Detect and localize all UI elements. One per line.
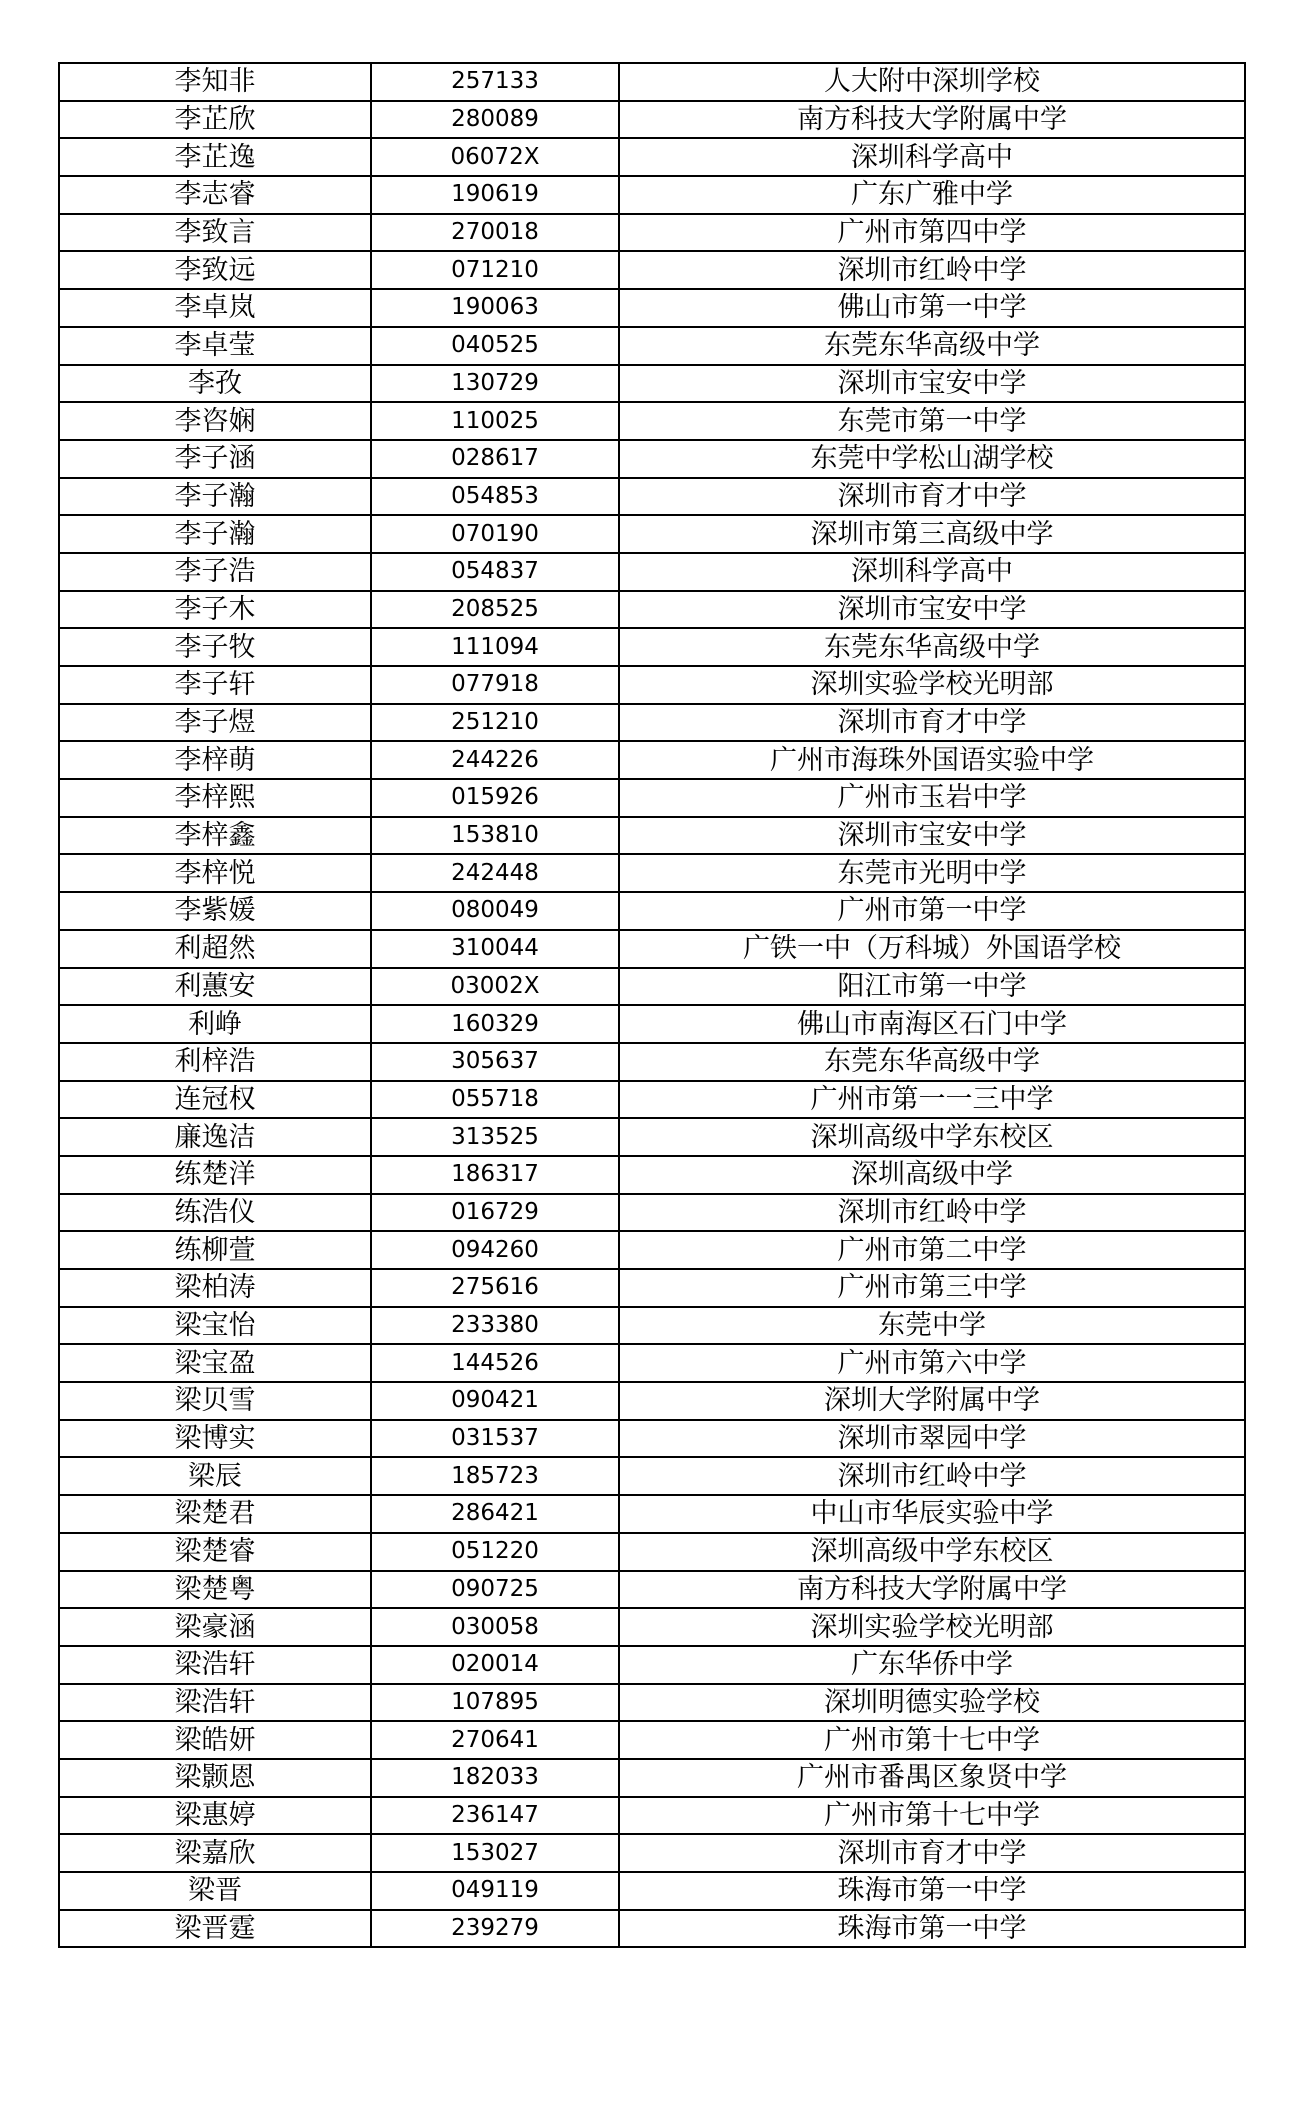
student-id-cell: 190063 — [371, 289, 619, 327]
student-name-cell: 李孜 — [59, 365, 371, 403]
student-name-cell: 梁楚君 — [59, 1495, 371, 1533]
table-row — [59, 1307, 1245, 1345]
student-id-cell: 03002X — [371, 968, 619, 1006]
student-name-cell: 利超然 — [59, 930, 371, 968]
school-name-cell: 深圳市宝安中学 — [619, 365, 1245, 403]
student-name-cell: 李卓岚 — [59, 289, 371, 327]
table-row — [59, 1269, 1245, 1307]
student-name-cell: 梁博实 — [59, 1420, 371, 1458]
student-name-cell: 梁楚睿 — [59, 1533, 371, 1571]
student-id-cell: 094260 — [371, 1231, 619, 1269]
student-name-cell: 梁晋 — [59, 1872, 371, 1910]
table-row — [59, 553, 1245, 591]
student-id-cell: 071210 — [371, 251, 619, 289]
table-row — [59, 176, 1245, 214]
student-id-cell: 031537 — [371, 1420, 619, 1458]
student-name-cell: 利梓浩 — [59, 1043, 371, 1081]
student-name-cell: 连冠权 — [59, 1081, 371, 1119]
school-name-cell: 广州市第三中学 — [619, 1269, 1245, 1307]
table-row — [59, 1872, 1245, 1910]
student-id-cell: 016729 — [371, 1194, 619, 1232]
table-row — [59, 968, 1245, 1006]
student-id-cell: 186317 — [371, 1156, 619, 1194]
school-name-cell: 广东华侨中学 — [619, 1646, 1245, 1684]
student-name-cell: 李卓莹 — [59, 327, 371, 365]
student-name-cell: 梁惠婷 — [59, 1797, 371, 1835]
school-name-cell: 东莞中学松山湖学校 — [619, 440, 1245, 478]
school-name-cell: 广州市第四中学 — [619, 214, 1245, 252]
student-id-cell: 107895 — [371, 1684, 619, 1722]
table-row — [59, 1005, 1245, 1043]
student-id-cell: 049119 — [371, 1872, 619, 1910]
school-name-cell: 深圳高级中学东校区 — [619, 1533, 1245, 1571]
student-id-cell: 270018 — [371, 214, 619, 252]
student-id-cell: 190619 — [371, 176, 619, 214]
table-row — [59, 63, 1245, 101]
student-name-cell: 梁宝盈 — [59, 1344, 371, 1382]
table-row — [59, 741, 1245, 779]
table-row — [59, 1382, 1245, 1420]
student-name-cell: 李芷欣 — [59, 101, 371, 139]
table-row — [59, 817, 1245, 855]
student-id-cell: 251210 — [371, 704, 619, 742]
school-name-cell: 深圳市育才中学 — [619, 478, 1245, 516]
student-name-cell: 李子木 — [59, 591, 371, 629]
student-id-cell: 239279 — [371, 1910, 619, 1948]
school-name-cell: 南方科技大学附属中学 — [619, 1571, 1245, 1609]
student-id-cell: 080049 — [371, 892, 619, 930]
school-name-cell: 深圳实验学校光明部 — [619, 1608, 1245, 1646]
table-row — [59, 1797, 1245, 1835]
table-row — [59, 1457, 1245, 1495]
school-name-cell: 中山市华辰实验中学 — [619, 1495, 1245, 1533]
student-name-cell: 利蕙安 — [59, 968, 371, 1006]
student-name-cell: 梁贝雪 — [59, 1382, 371, 1420]
school-name-cell: 广州市第十七中学 — [619, 1721, 1245, 1759]
student-name-cell: 李子涵 — [59, 440, 371, 478]
table-row — [59, 591, 1245, 629]
school-name-cell: 深圳高级中学 — [619, 1156, 1245, 1194]
student-name-cell: 练浩仪 — [59, 1194, 371, 1232]
student-name-cell: 练楚洋 — [59, 1156, 371, 1194]
school-name-cell: 阳江市第一中学 — [619, 968, 1245, 1006]
student-name-cell: 李子瀚 — [59, 515, 371, 553]
school-name-cell: 广州市玉岩中学 — [619, 779, 1245, 817]
student-id-cell: 015926 — [371, 779, 619, 817]
student-name-cell: 梁辰 — [59, 1457, 371, 1495]
table-row — [59, 138, 1245, 176]
school-name-cell: 深圳市育才中学 — [619, 704, 1245, 742]
school-name-cell: 深圳大学附属中学 — [619, 1382, 1245, 1420]
student-name-cell: 李子牧 — [59, 628, 371, 666]
student-id-cell: 242448 — [371, 854, 619, 892]
student-id-cell: 054837 — [371, 553, 619, 591]
student-id-cell: 310044 — [371, 930, 619, 968]
table-row — [59, 1420, 1245, 1458]
student-id-cell: 208525 — [371, 591, 619, 629]
student-id-cell: 313525 — [371, 1118, 619, 1156]
school-name-cell: 东莞东华高级中学 — [619, 628, 1245, 666]
school-name-cell: 南方科技大学附属中学 — [619, 101, 1245, 139]
student-id-cell: 257133 — [371, 63, 619, 101]
school-name-cell: 深圳市育才中学 — [619, 1834, 1245, 1872]
student-name-cell: 梁颢恩 — [59, 1759, 371, 1797]
student-id-cell: 030058 — [371, 1608, 619, 1646]
student-name-cell: 李致言 — [59, 214, 371, 252]
table-row — [59, 1608, 1245, 1646]
student-id-cell: 153810 — [371, 817, 619, 855]
school-name-cell: 广州市海珠外国语实验中学 — [619, 741, 1245, 779]
table-row — [59, 478, 1245, 516]
school-name-cell: 珠海市第一中学 — [619, 1872, 1245, 1910]
school-name-cell: 广州市第一一三中学 — [619, 1081, 1245, 1119]
student-id-cell: 06072X — [371, 138, 619, 176]
table-row — [59, 365, 1245, 403]
student-table — [58, 62, 1246, 1948]
student-id-cell: 054853 — [371, 478, 619, 516]
student-id-cell: 144526 — [371, 1344, 619, 1382]
table-row — [59, 1081, 1245, 1119]
table-row — [59, 289, 1245, 327]
table-row — [59, 704, 1245, 742]
student-name-cell: 李梓鑫 — [59, 817, 371, 855]
table-row — [59, 1910, 1245, 1948]
student-name-cell: 梁楚粤 — [59, 1571, 371, 1609]
student-name-cell: 梁浩轩 — [59, 1646, 371, 1684]
table-row — [59, 1571, 1245, 1609]
student-id-cell: 110025 — [371, 402, 619, 440]
table-row — [59, 327, 1245, 365]
table-body — [59, 63, 1245, 1947]
school-name-cell: 东莞东华高级中学 — [619, 1043, 1245, 1081]
school-name-cell: 深圳市红岭中学 — [619, 1457, 1245, 1495]
student-id-cell: 185723 — [371, 1457, 619, 1495]
student-name-cell: 梁嘉欣 — [59, 1834, 371, 1872]
school-name-cell: 深圳市宝安中学 — [619, 591, 1245, 629]
table-row — [59, 214, 1245, 252]
school-name-cell: 广铁一中（万科城）外国语学校 — [619, 930, 1245, 968]
student-id-cell: 233380 — [371, 1307, 619, 1345]
school-name-cell: 深圳市宝安中学 — [619, 817, 1245, 855]
school-name-cell: 深圳市红岭中学 — [619, 1194, 1245, 1232]
table-row — [59, 101, 1245, 139]
school-name-cell: 人大附中深圳学校 — [619, 63, 1245, 101]
school-name-cell: 深圳市翠园中学 — [619, 1420, 1245, 1458]
table-row — [59, 892, 1245, 930]
school-name-cell: 佛山市南海区石门中学 — [619, 1005, 1245, 1043]
table-row — [59, 1118, 1245, 1156]
student-name-cell: 利峥 — [59, 1005, 371, 1043]
table-row — [59, 251, 1245, 289]
school-name-cell: 东莞市第一中学 — [619, 402, 1245, 440]
student-name-cell: 李子瀚 — [59, 478, 371, 516]
school-name-cell: 广州市第十七中学 — [619, 1797, 1245, 1835]
table-row — [59, 1684, 1245, 1722]
table-row — [59, 1759, 1245, 1797]
table-row — [59, 628, 1245, 666]
school-name-cell: 深圳高级中学东校区 — [619, 1118, 1245, 1156]
student-name-cell: 练柳萱 — [59, 1231, 371, 1269]
table-row — [59, 402, 1245, 440]
student-name-cell: 李梓悦 — [59, 854, 371, 892]
student-name-cell: 梁柏涛 — [59, 1269, 371, 1307]
school-name-cell: 广州市第二中学 — [619, 1231, 1245, 1269]
student-name-cell: 李紫媛 — [59, 892, 371, 930]
student-id-cell: 270641 — [371, 1721, 619, 1759]
school-name-cell: 东莞市光明中学 — [619, 854, 1245, 892]
table-row — [59, 1495, 1245, 1533]
student-name-cell: 梁皓妍 — [59, 1721, 371, 1759]
school-name-cell: 珠海市第一中学 — [619, 1910, 1245, 1948]
student-id-cell: 182033 — [371, 1759, 619, 1797]
student-name-cell: 李志睿 — [59, 176, 371, 214]
student-name-cell: 廉逸洁 — [59, 1118, 371, 1156]
school-name-cell: 深圳科学高中 — [619, 553, 1245, 591]
school-name-cell: 东莞东华高级中学 — [619, 327, 1245, 365]
student-name-cell: 李梓萌 — [59, 741, 371, 779]
student-name-cell: 李梓熙 — [59, 779, 371, 817]
school-name-cell: 东莞中学 — [619, 1307, 1245, 1345]
student-id-cell: 130729 — [371, 365, 619, 403]
student-id-cell: 077918 — [371, 666, 619, 704]
table-row — [59, 515, 1245, 553]
school-name-cell: 深圳实验学校光明部 — [619, 666, 1245, 704]
student-id-cell: 244226 — [371, 741, 619, 779]
student-name-cell: 李致远 — [59, 251, 371, 289]
school-name-cell: 广东广雅中学 — [619, 176, 1245, 214]
student-name-cell: 李咨娴 — [59, 402, 371, 440]
school-name-cell: 深圳明德实验学校 — [619, 1684, 1245, 1722]
table-row — [59, 930, 1245, 968]
school-name-cell: 广州市第一中学 — [619, 892, 1245, 930]
student-id-cell: 051220 — [371, 1533, 619, 1571]
student-id-cell: 090421 — [371, 1382, 619, 1420]
table-row — [59, 440, 1245, 478]
student-id-cell: 055718 — [371, 1081, 619, 1119]
student-id-cell: 070190 — [371, 515, 619, 553]
table-row — [59, 1834, 1245, 1872]
student-id-cell: 286421 — [371, 1495, 619, 1533]
student-name-cell: 李知非 — [59, 63, 371, 101]
student-name-cell: 梁豪涵 — [59, 1608, 371, 1646]
school-name-cell: 深圳市红岭中学 — [619, 251, 1245, 289]
student-id-cell: 028617 — [371, 440, 619, 478]
student-id-cell: 040525 — [371, 327, 619, 365]
student-name-cell: 李子轩 — [59, 666, 371, 704]
student-name-cell: 梁晋霆 — [59, 1910, 371, 1948]
table-row — [59, 1721, 1245, 1759]
table-row — [59, 666, 1245, 704]
school-name-cell: 广州市第六中学 — [619, 1344, 1245, 1382]
student-id-cell: 111094 — [371, 628, 619, 666]
student-id-cell: 160329 — [371, 1005, 619, 1043]
table-row — [59, 1043, 1245, 1081]
school-name-cell: 广州市番禺区象贤中学 — [619, 1759, 1245, 1797]
school-name-cell: 深圳市第三高级中学 — [619, 515, 1245, 553]
student-id-cell: 153027 — [371, 1834, 619, 1872]
table-row — [59, 1344, 1245, 1382]
student-id-cell: 020014 — [371, 1646, 619, 1684]
table-row — [59, 779, 1245, 817]
school-name-cell: 深圳科学高中 — [619, 138, 1245, 176]
table-row — [59, 1533, 1245, 1571]
student-name-cell: 李芷逸 — [59, 138, 371, 176]
table-row — [59, 1231, 1245, 1269]
student-name-cell: 李子煜 — [59, 704, 371, 742]
table-row — [59, 1194, 1245, 1232]
table-row — [59, 1646, 1245, 1684]
school-name-cell: 佛山市第一中学 — [619, 289, 1245, 327]
student-id-cell: 236147 — [371, 1797, 619, 1835]
student-id-cell: 305637 — [371, 1043, 619, 1081]
student-name-cell: 梁浩轩 — [59, 1684, 371, 1722]
student-id-cell: 090725 — [371, 1571, 619, 1609]
table-row — [59, 854, 1245, 892]
student-id-cell: 280089 — [371, 101, 619, 139]
table-row — [59, 1156, 1245, 1194]
student-id-cell: 275616 — [371, 1269, 619, 1307]
student-name-cell: 梁宝怡 — [59, 1307, 371, 1345]
student-name-cell: 李子浩 — [59, 553, 371, 591]
